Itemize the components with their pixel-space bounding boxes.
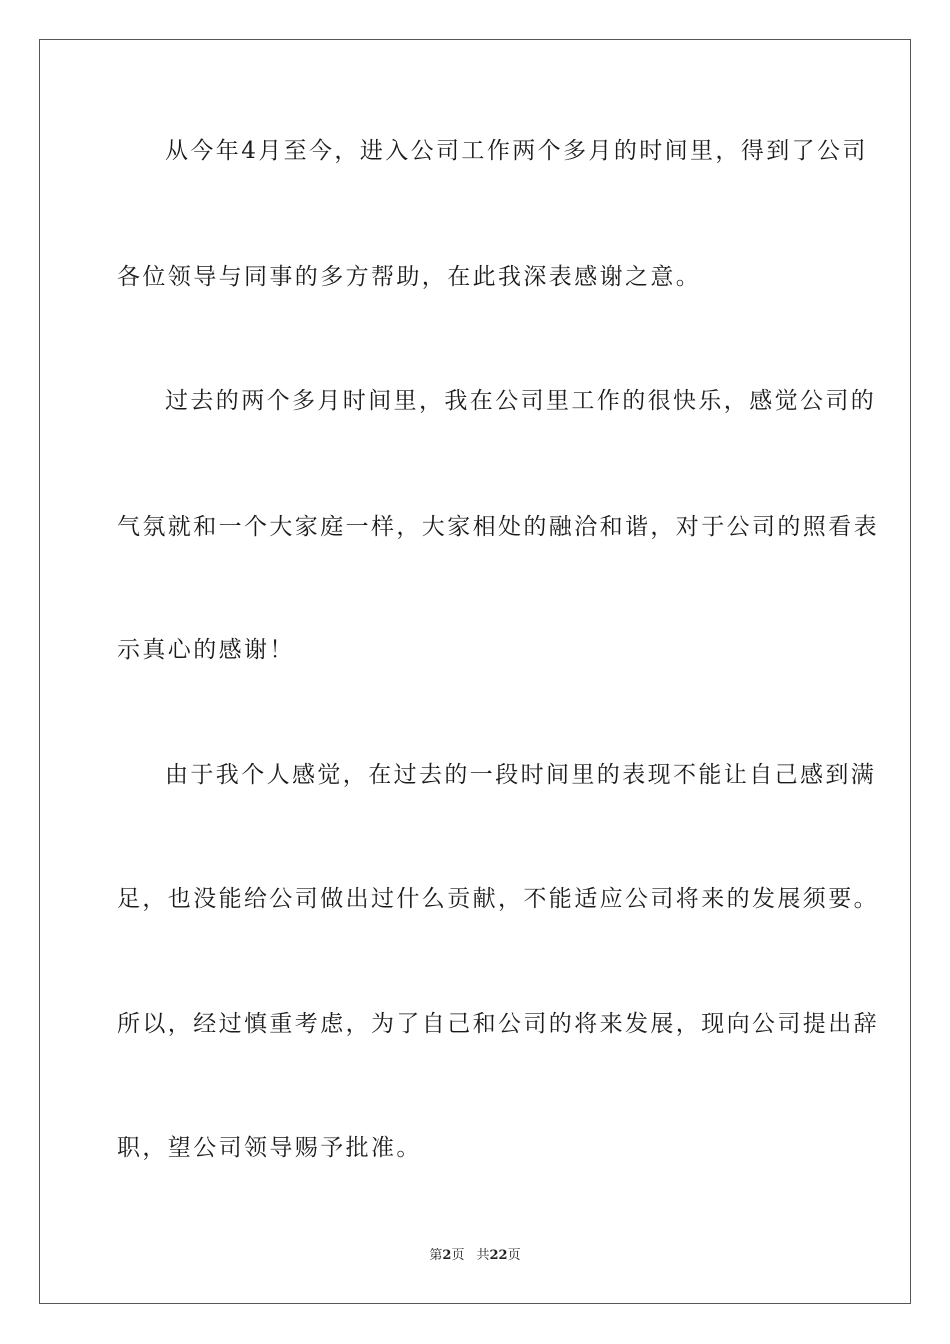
page-number: 2 bbox=[442, 1248, 452, 1263]
paragraph-3-line-4: 职，望公司领导赐予批准。 bbox=[117, 1135, 422, 1161]
paragraph-3-line-3: 所以，经过慎重考虑，为了自己和公司的将来发展，现向公司提出辞 bbox=[117, 1011, 879, 1037]
page-footer bbox=[0, 1247, 950, 1265]
total-pages: 22 bbox=[489, 1248, 508, 1263]
total-suffix: 页 bbox=[507, 1248, 521, 1263]
page-border bbox=[39, 39, 911, 1304]
paragraph-1-line-2: 各位领导与同事的多方帮助，在此我深表感谢之意。 bbox=[117, 264, 702, 290]
paragraph-3-line-1: 由于我个人感觉，在过去的一段时间里的表现不能让自己感到满 bbox=[165, 762, 877, 788]
paragraph-3-line-2: 足，也没能给公司做出过什么贡献，不能适应公司将来的发展须要。 bbox=[117, 886, 879, 912]
paragraph-1-line-1: 从今年4月至今，进入公司工作两个多月的时间里，得到了公司 bbox=[165, 138, 868, 164]
paragraph-2-line-1: 过去的两个多月时间里，我在公司里工作的很快乐，感觉公司的 bbox=[165, 388, 877, 414]
paragraph-2-line-3: 示真心的感谢！ bbox=[117, 637, 295, 663]
total-prefix: 共 bbox=[476, 1248, 490, 1263]
page-suffix: 页 bbox=[451, 1248, 465, 1263]
page-prefix: 第 bbox=[429, 1248, 443, 1263]
paragraph-2-line-2: 气氛就和一个大家庭一样，大家相处的融洽和谐，对于公司的照看表 bbox=[117, 514, 879, 540]
